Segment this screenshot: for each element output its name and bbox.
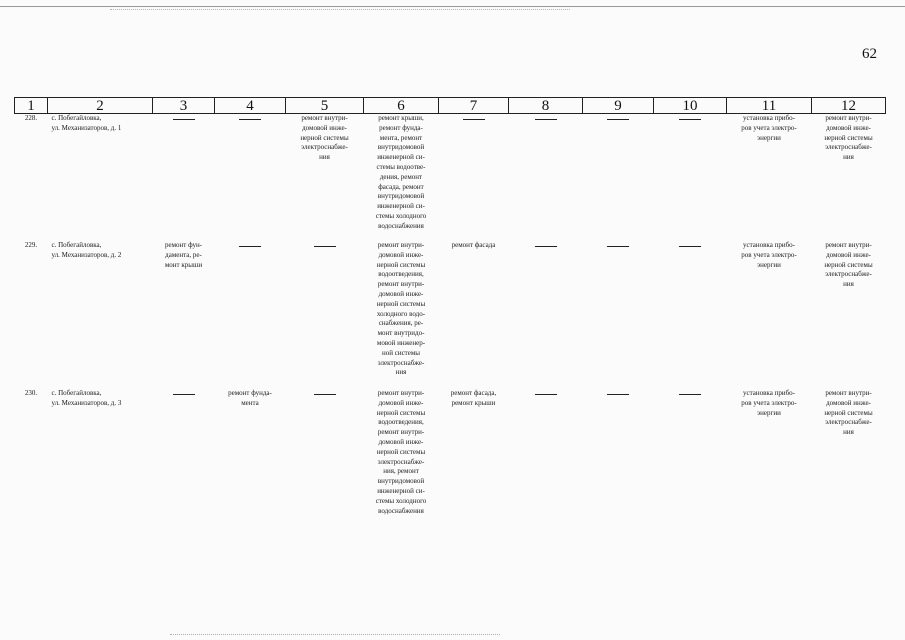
column-header-6: 6 — [364, 98, 439, 114]
column-header-1: 1 — [15, 98, 48, 114]
scan-edge-top — [0, 6, 905, 7]
row-number: 230. — [24, 389, 38, 397]
cell-c9 — [583, 241, 654, 389]
column-header-4: 4 — [215, 98, 286, 114]
cell-c3 — [153, 114, 215, 242]
cell-c4 — [215, 114, 286, 242]
empty-dash — [314, 246, 336, 247]
address-cell: с. Побегайловка, ул. Механизаторов, д. 3 — [51, 389, 122, 407]
cell-c6: ремонт крыши, ремонт фунда- мента, ремонт внутридомовой инженерной си- стемы водоотве- дения, ремонт фасада, ремонт внутридомовой инженерной си- стемы холодного водоснабжения — [375, 114, 427, 230]
table-row — [15, 114, 886, 242]
column-header-5: 5 — [286, 98, 364, 114]
empty-dash — [607, 394, 629, 395]
cell-c10 — [654, 389, 727, 529]
cell-c11: установка прибо- ров учета электро- энергии — [741, 114, 797, 142]
cell-c7: ремонт фасада — [451, 241, 496, 249]
cell-c6: ремонт внутри- домовой инже- нерной системы водоотведения, ремонт внутри- домовой инже- нерной системы электроснабже- ния, ремонт внутридомовой инженерной си- стемы холодного водоснабжения — [375, 389, 427, 515]
cell-c12: ремонт внутри- домовой инже- нерной системы электроснабже- ния — [824, 241, 873, 289]
scan-noise-bottom — [170, 634, 500, 635]
empty-dash — [239, 119, 261, 120]
cell-c3 — [153, 389, 215, 529]
cell-c7: ремонт фасада, ремонт крыши — [450, 389, 497, 407]
cell-c11: установка прибо- ров учета электро- энергии — [741, 241, 797, 269]
cell-c5 — [286, 241, 364, 389]
table-row — [15, 389, 886, 529]
column-header-11: 11 — [727, 98, 812, 114]
empty-dash — [535, 119, 557, 120]
empty-dash — [607, 119, 629, 120]
row-number: 228. — [24, 114, 38, 122]
cell-c5: ремонт внутри- домовой инже- нерной системы электроснабже- ния — [300, 114, 349, 162]
cell-c7 — [439, 114, 509, 242]
column-header-2: 2 — [48, 98, 153, 114]
empty-dash — [679, 246, 701, 247]
empty-dash — [173, 119, 195, 120]
cell-c3: ремонт фун- дамента, ре- монт крыши — [164, 241, 203, 269]
cell-c10 — [654, 241, 727, 389]
empty-dash — [679, 394, 701, 395]
column-header-10: 10 — [654, 98, 727, 114]
table-body — [15, 114, 886, 530]
column-header-7: 7 — [439, 98, 509, 114]
empty-dash — [239, 246, 261, 247]
cell-c4 — [215, 241, 286, 389]
empty-dash — [679, 119, 701, 120]
empty-dash — [463, 119, 485, 120]
cell-c10 — [654, 114, 727, 242]
cell-c9 — [583, 114, 654, 242]
scan-noise-top — [110, 9, 570, 10]
page-number: 62 — [862, 46, 877, 62]
column-header-8: 8 — [509, 98, 583, 114]
empty-dash — [173, 394, 195, 395]
column-number-row — [15, 98, 886, 114]
empty-dash — [607, 246, 629, 247]
cell-c12: ремонт внутри- домовой инже- нерной системы электроснабже- ния — [824, 114, 873, 162]
row-number: 229. — [24, 241, 38, 249]
cell-c9 — [583, 389, 654, 529]
cell-c8 — [509, 389, 583, 529]
address-cell: с. Побегайловка, ул. Механизаторов, д. 2 — [51, 241, 122, 259]
column-header-12: 12 — [812, 98, 886, 114]
cell-c5 — [286, 389, 364, 529]
cell-c4: ремонт фунда- мента — [228, 389, 272, 407]
address-cell: с. Побегайловка, ул. Механизаторов, д. 1 — [51, 114, 122, 132]
empty-dash — [535, 394, 557, 395]
empty-dash — [535, 246, 557, 247]
cell-c8 — [509, 241, 583, 389]
column-header-3: 3 — [153, 98, 215, 114]
empty-dash — [314, 394, 336, 395]
table-row — [15, 241, 886, 389]
cell-c11: установка прибо- ров учета электро- энергии — [741, 389, 797, 417]
cell-c8 — [509, 114, 583, 242]
cell-c6: ремонт внутри- домовой инже- нерной системы водоотведения, ремонт внутри- домовой инже- нерной системы холодного водо- снабжения, ре- монт внутридо- мовой инженер- ной системы электроснабже- ния — [376, 241, 426, 377]
cell-c12: ремонт внутри- домовой инже- нерной системы электроснабже- ния — [824, 389, 873, 437]
column-header-9: 9 — [583, 98, 654, 114]
repair-schedule-table — [14, 97, 886, 529]
